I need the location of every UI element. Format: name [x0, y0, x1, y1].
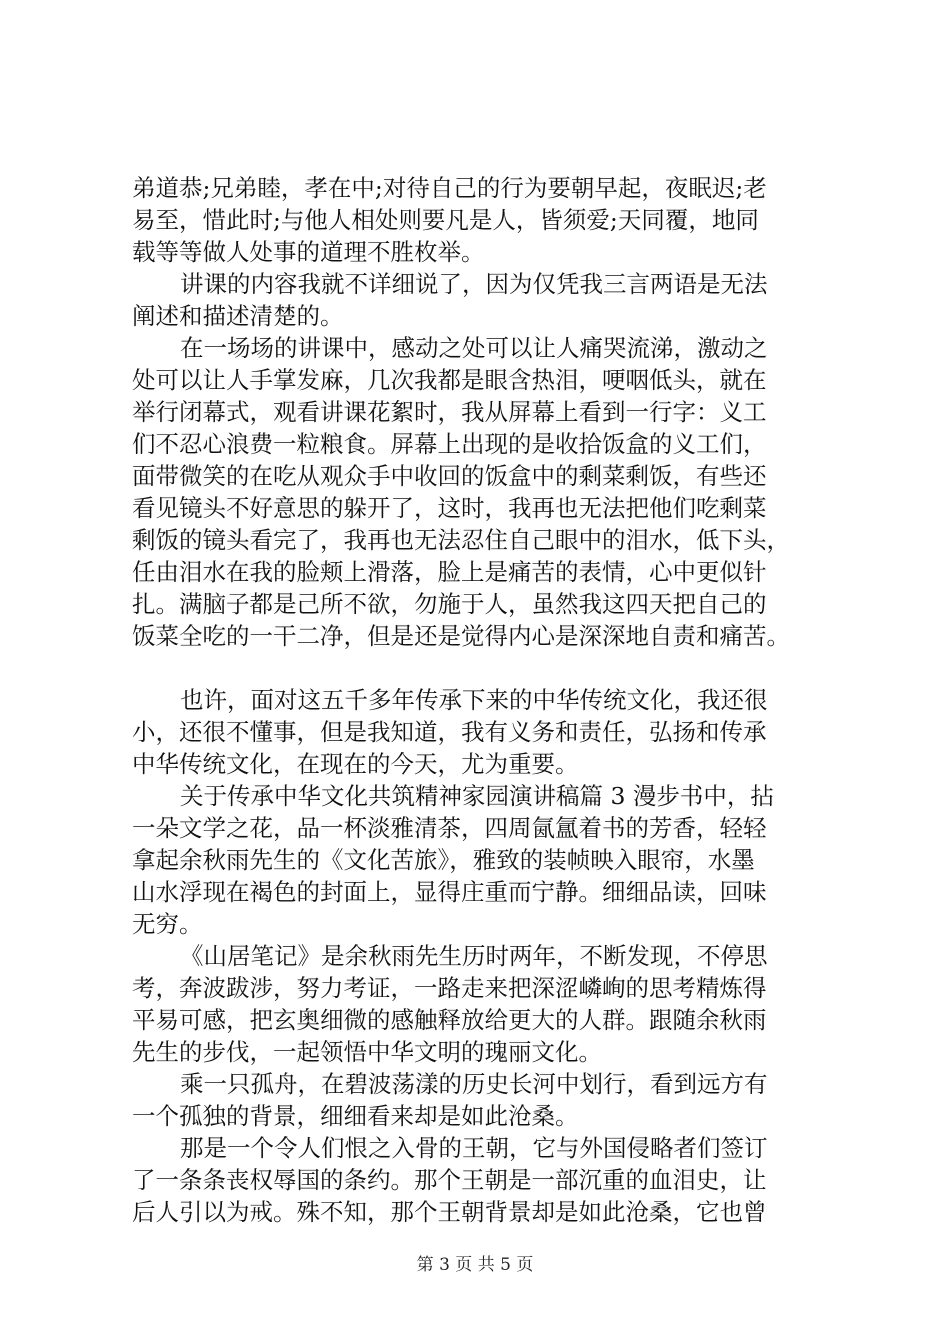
paragraph-start-line: 《山居笔记》是余秋雨先生历时两年，不断发现，不停思: [180, 942, 768, 970]
page-number-footer: 第 3 页 共 5 页: [416, 1255, 534, 1275]
paragraph-gap: [132, 652, 852, 684]
text-line: 小，还很不懂事，但是我知道，我有义务和责任，弘扬和传承: [132, 718, 767, 746]
text-line: 山水浮现在褐色的封面上，显得庄重而宁静。细细品读，回味: [132, 878, 767, 906]
text-line: 一朵文学之花，品一杯淡雅清茶，四周氤氲着书的芳香，轻轻: [132, 814, 767, 842]
text-line: 面带微笑的在吃从观众手中收回的饭盒中的剩菜剩饭，有些还: [132, 462, 767, 490]
text-line: 阐述和描述清楚的。: [132, 302, 344, 330]
text-line: 了一条条丧权辱国的条约。那个王朝是一部沉重的血泪史，让: [132, 1166, 767, 1194]
text-line: 扎。满脑子都是己所不欲，勿施于人，虽然我这四天把自己的: [132, 590, 767, 618]
text-line: 看见镜头不好意思的躲开了，这时，我再也无法把他们吃剩菜: [132, 494, 767, 522]
paragraph-start-line: 乘一只孤舟，在碧波荡漾的历史长河中划行，看到远方有: [180, 1070, 768, 1098]
paragraph-start-line: 也许，面对这五千多年传承下来的中华传统文化，我还很: [180, 686, 768, 714]
text-line: 先生的步伐，一起领悟中华文明的瑰丽文化。: [132, 1038, 602, 1066]
text-line: 中华传统文化，在现在的今天，尤为重要。: [132, 750, 579, 778]
text-line: 处可以让人手掌发麻，几次我都是眼含热泪，哽咽低头，就在: [132, 366, 767, 394]
body-text: [132, 172, 852, 1228]
text-line: 一个孤独的背景，细细看来却是如此沧桑。: [132, 1102, 579, 1130]
text-line: 举行闭幕式，观看讲课花絮时，我从屏幕上看到一行字：义工: [132, 398, 767, 426]
text-line: 任由泪水在我的脸颊上滑落，脸上是痛苦的表情，心中更似针: [132, 558, 767, 586]
text-line: 平易可感，把玄奥细微的感触释放给更大的人群。跟随余秋雨: [132, 1006, 767, 1034]
text-line: 载等等做人处事的道理不胜枚举。: [132, 238, 485, 266]
text-line: 无穷。: [132, 910, 203, 938]
paragraph-start-line: 讲课的内容我就不详细说了，因为仅凭我三言两语是无法: [180, 270, 768, 298]
text-line: 们不忍心浪费一粒粮食。屏幕上出现的是收拾饭盒的义工们，: [132, 430, 767, 458]
paragraph-start-line: 那是一个令人们恨之入骨的王朝，它与外国侵略者们签订: [180, 1134, 768, 1162]
text-line: 剩饭的镜头看完了，我再也无法忍住自己眼中的泪水，低下头，: [132, 526, 790, 554]
paragraph-start-line: 在一场场的讲课中，感动之处可以让人痛哭流涕，激动之: [180, 334, 768, 362]
text-line: 拿起余秋雨先生的《文化苦旅》，雅致的装帧映入眼帘，水墨: [132, 846, 755, 874]
text-line: 弟道恭;兄弟睦，孝在中;对待自己的行为要朝早起，夜眠迟;老: [132, 174, 767, 202]
text-line: 后人引以为戒。殊不知，那个王朝背景却是如此沧桑，它也曾: [132, 1198, 767, 1226]
text-line: 易至，惜此时;与他人相处则要凡是人，皆须爱;天同覆，地同: [132, 206, 759, 234]
text-line: 考，奔波跋涉，努力考证，一路走来把深涩嶙峋的思考精炼得: [132, 974, 767, 1002]
text-line: 饭菜全吃的一干二净，但是还是觉得内心是深深地自责和痛苦。: [132, 622, 790, 650]
paragraph-start-line: 关于传承中华文化共筑精神家园演讲稿篇 3 漫步书中，拈: [180, 782, 774, 810]
